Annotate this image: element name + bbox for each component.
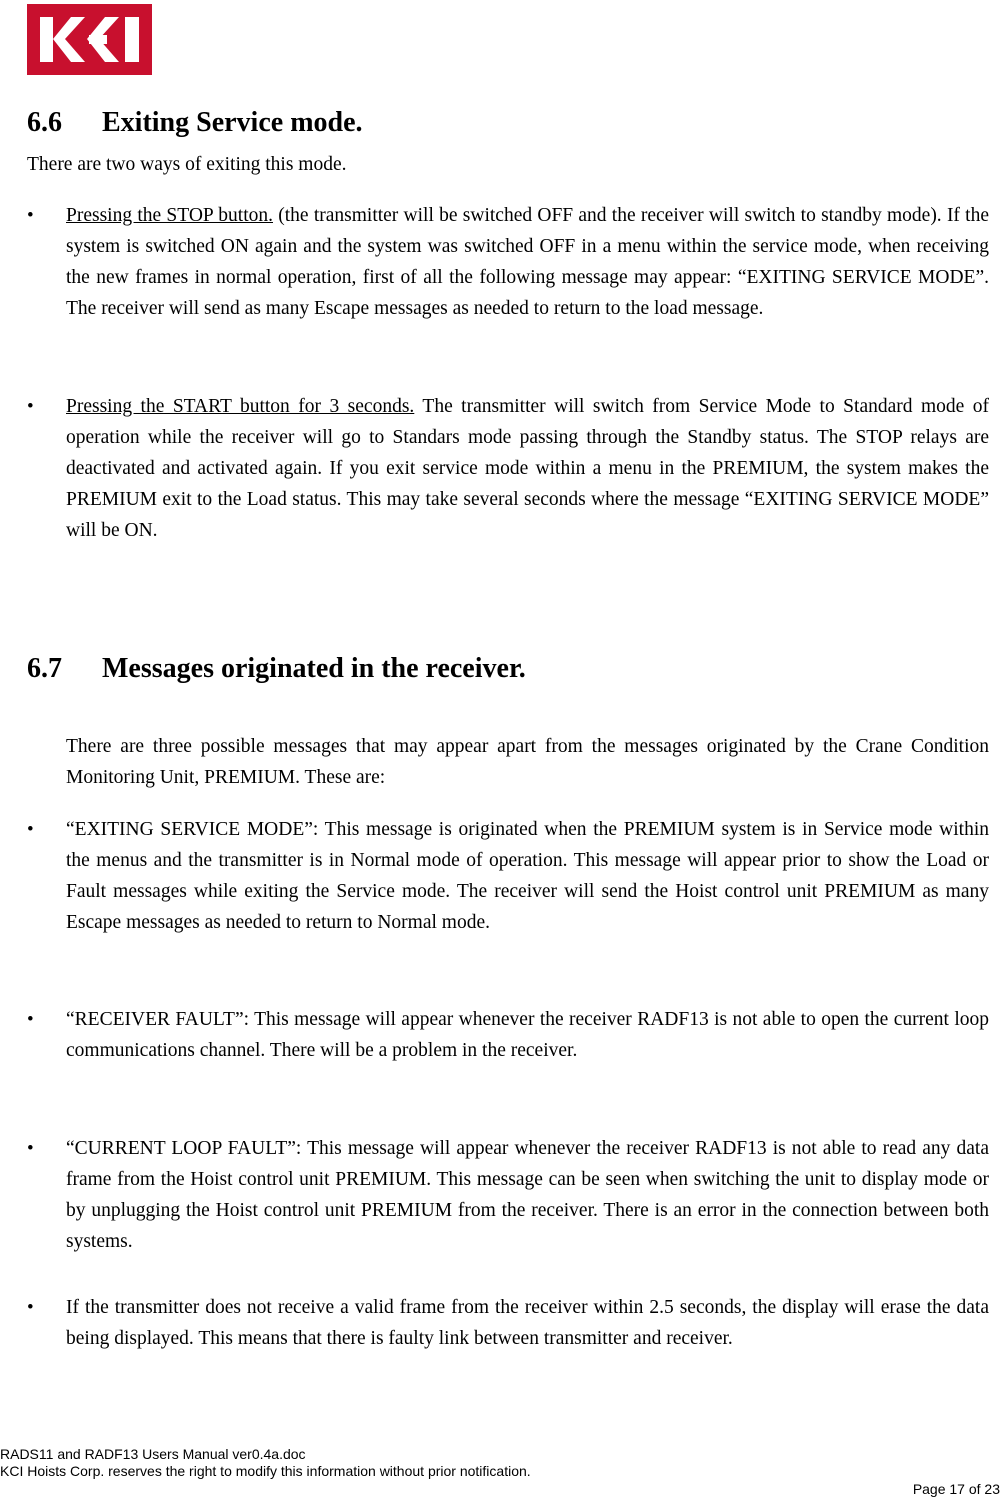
bullet-body: The transmitter will switch from Service Mode to Standard mode of operation while the receiver will go to Standars mode passing through the Standby status. The STOP relays are deactivated and activated again. If you exit service mode within a menu in the PREMIUM, the system makes the PREMIUM exit to the Load status. This may take several seconds where the message “EXITING SERVICE MODE” will be ON. [66, 396, 989, 541]
bullet-icon: • [27, 819, 34, 840]
list-item [27, 1292, 989, 1354]
section-heading-6-7 [27, 652, 526, 686]
bullet-icon: • [27, 1297, 34, 1318]
section-number: 6.7 [27, 653, 62, 684]
bullet-icon: • [27, 1138, 34, 1159]
section-title: Exiting Service mode. [102, 107, 363, 138]
footer-doc-name: RADS11 and RADF13 Users Manual ver0.4a.doc [0, 1446, 306, 1462]
list-item-text: If the transmitter does not receive a valid frame from the receiver within 2.5 seconds, the display will erase the data being displayed. This means that there is faulty link between transmitter and receiver. [66, 1297, 989, 1349]
section-heading-6-6 [27, 106, 363, 140]
section-number: 6.6 [27, 107, 62, 138]
list-item [27, 200, 989, 324]
list-item-text: “RECEIVER FAULT”: This message will appear whenever the receiver RADF13 is not able to open the current loop communications channel. There will be a problem in the receiver. [66, 1009, 989, 1061]
page-number: Page 17 of 23 [912, 1481, 1000, 1497]
list-item-text: “EXITING SERVICE MODE”: This message is originated when the PREMIUM system is in Service mode within the menus and the transmitter is in Normal mode of operation. This message will appear prior to show the Load or Fault messages while exiting the Service mode. The receiver will send the Hoist control unit PREMIUM as many Escape messages as needed to return to Normal mode. [66, 819, 989, 933]
bullet-body: (the transmitter will be switched OFF and the receiver will switch to standby mode). If the system is switched ON again and the system was switched OFF in a menu within the service mode, when receiving the new frames in normal operation, first of all the following message may appear: “EXITING SERVICE MODE”. The receiver will send as many Escape messages as needed to return to the load message. [66, 205, 990, 319]
bullet-icon: • [27, 205, 34, 226]
list-item [27, 814, 989, 938]
list-item-text: “CURRENT LOOP FAULT”: This message will appear whenever the receiver RADF13 is not able to read any data frame from the Hoist control unit PREMIUM. This message can be seen when switching the unit to display mode or by unplugging the Hoist control unit PREMIUM from the receiver. There is an error in the connection between both systems. [66, 1138, 989, 1252]
list-item [27, 1133, 989, 1257]
section-title: Messages originated in the receiver. [102, 653, 526, 684]
bullet-lead: Pressing the STOP button. [66, 205, 273, 226]
list-item [27, 391, 989, 546]
list-item-text [66, 200, 989, 324]
section-intro: There are two ways of exiting this mode. [27, 154, 347, 175]
section-intro: There are three possible messages that may appear apart from the messages originated by the Crane Condition Monitoring Unit, PREMIUM. These are: [66, 736, 989, 788]
list-item [27, 1004, 989, 1066]
bullet-icon: • [27, 1009, 34, 1030]
bullet-lead: Pressing the START button for 3 seconds. [66, 396, 415, 417]
footer-notice: KCI Hoists Corp. reserves the right to modify this information without prior notification. [0, 1463, 531, 1479]
kci-logo [27, 4, 152, 75]
bullet-icon: • [27, 396, 34, 417]
list-item-text [66, 391, 989, 546]
